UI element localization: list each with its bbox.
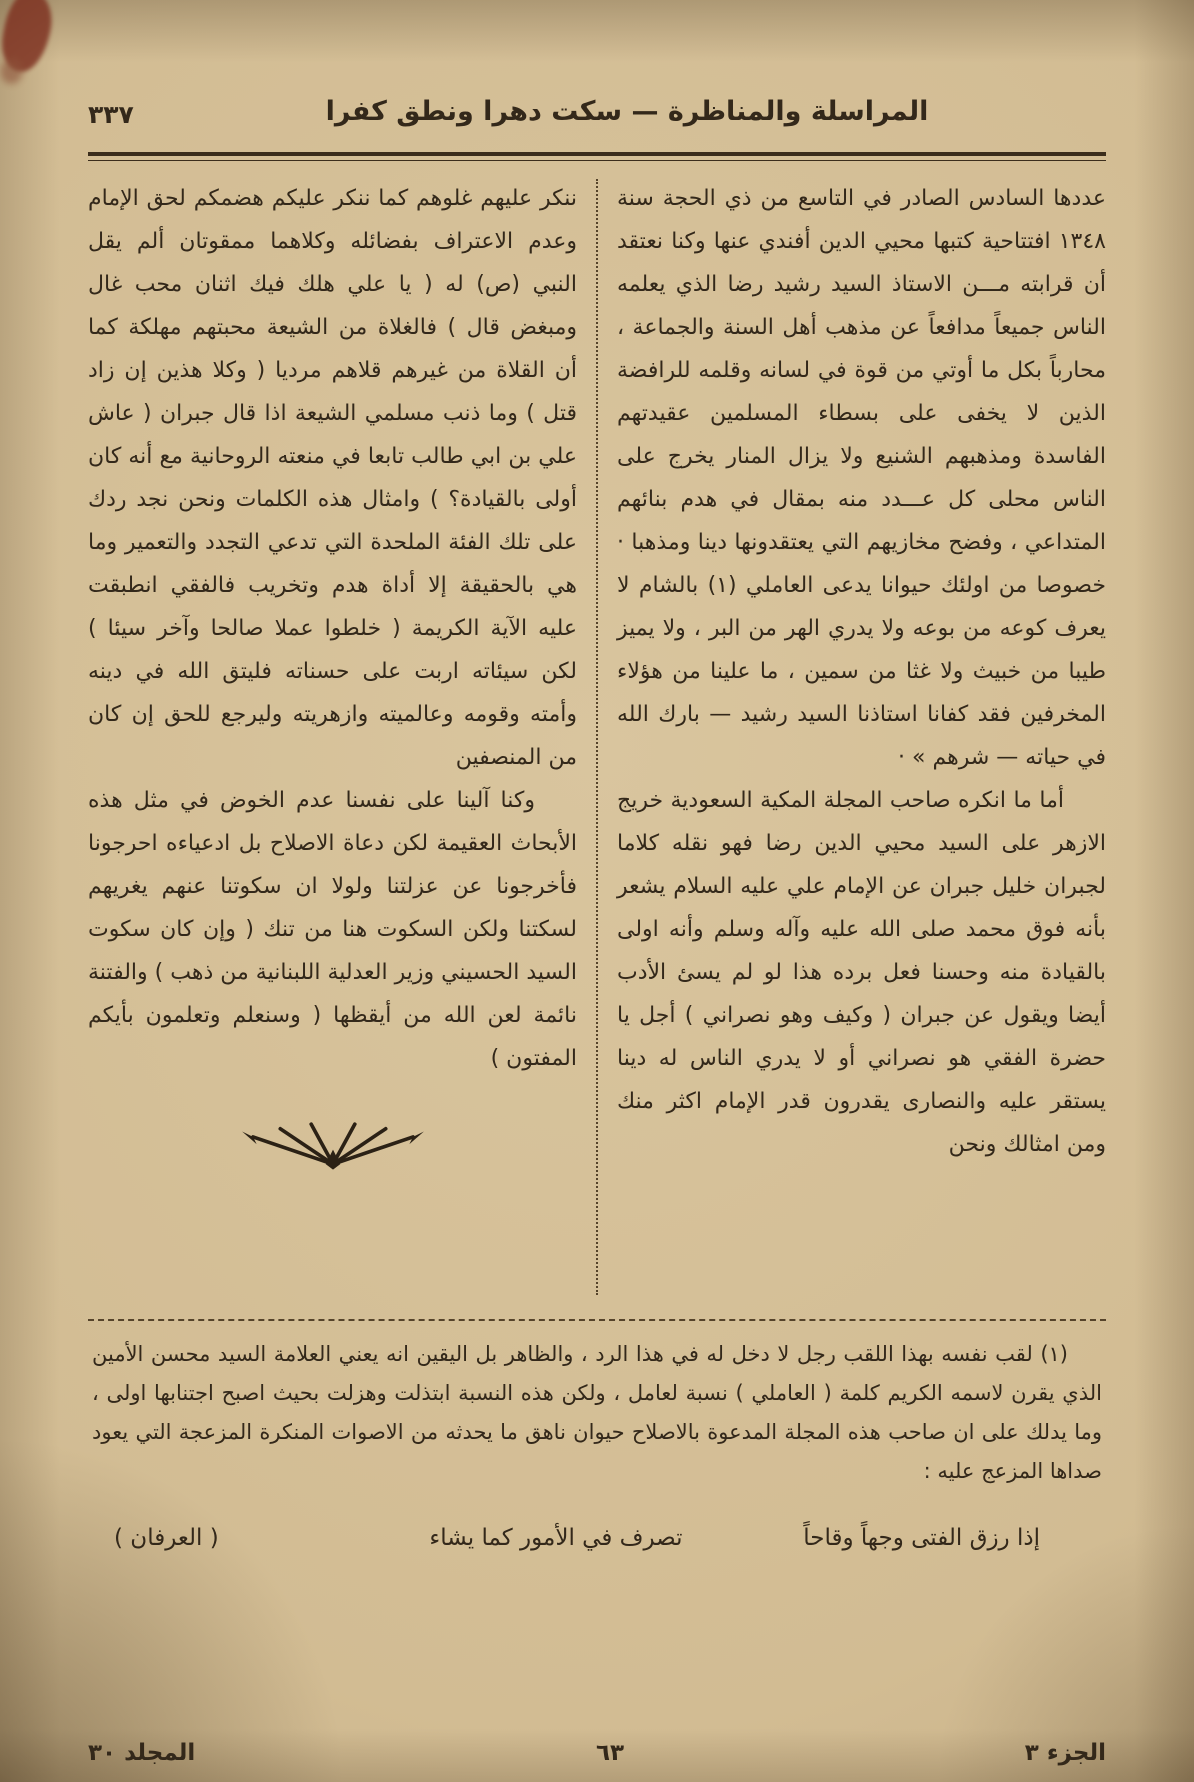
footer-part-number: الجزء ٣ <box>1024 1740 1106 1766</box>
page-header <box>88 96 1106 146</box>
paragraph: وكنا آلينا على نفسنا عدم الخوض في مثل هذه الأبحاث العقيمة لكن دعاة الاصلاح بل ادعياءه احرجونا فأخرجونا عن عزلتنا ولولا ان سكوتنا عنهم يغريهم لسكتنا ولكن السكوت هنا من تنك ( وإن كان سكوت السيد الحسيني وزير العدلية اللبنانية من ذهب ) والفتنة نائمة لعن الله من أيقظها ( وسنعلم وتعلمون بأيكم المفتون ) <box>88 788 577 1071</box>
paragraph: ننكر عليهم غلوهم كما ننكر عليكم هضمكم لحق الإمام وعدم الاعتراف بفضائله وكلاهما ممقوتان ألم يقل النبي (ص) له ( يا علي هلك فيك اثنان محب غال ومبغض قال ) فالغلاة من الشيعة محبتهم مهلكة كما أن القلاة من غيرهم قلاهم مرديا ( وكلا هذين إن زاد قتل ) وما ذنب مسلمي الشيعة اذا قال جبران ( عاش علي بن ابي طالب تابعا في منعته الروحانية مع أنه كان أولى بالقيادة؟ ) وامثال هذه الكلمات ونحن نجد ردك على تلك الفئة الملحدة التي تدعي التجدد والتعمير وما هي بالحقيقة إلا أداة هدم وتخريب فالفقي انطبقت عليه الآية الكريمة ( خلطوا عملا صالحا وآخر سيئا ) لكن سيئاته اربت على حسناته فليتق الله في دينه وأمته وقومه وعالميته وازهريته وليرجع للحق إن كان من المنصفين <box>88 186 577 770</box>
paragraph: عددها السادس الصادر في التاسع من ذي الحجة سنة ١٣٤٨ افتتاحية كتبها محيي الدين أفندي عنها وكنا نعتقد أن قرابته مـــن الاستاذ السيد رشيد رضا الذي يعلمه الناس جميعاً مدافعاً عن مذهب أهل السنة والجماعة ، محارباً بكل ما أوتي من قوة في لسانه وقلمه للرافضة الذين لا يخفى على بسطاء المسلمين عقيدتهم الفاسدة ومذهبهم الشنيع ولا يزال المنار يخرج على الناس محلى كل عـــدد منه بمقال في هدم بنائهم المتداعي ، وفضح مخازيهم التي يعتقدونها دينا ومذهبا · خصوصا من اولئك حيوانا يدعى العاملي (١) بالشام لا يعرف كوعه من بوعه ولا يدري الهر من البر ، ولا يميز طيبا من خبيث ولا غثا من سمين ، ما علينا من هؤلاء المخرفين فقد كفانا استاذنا السيد رشيد — بارك الله في حياته — شرهم » · <box>617 186 1106 770</box>
verse-hemistich-1: إذا رزق الفتى وجهاً وقاحاً <box>803 1525 1040 1551</box>
text-columns <box>88 177 1106 1295</box>
verse-attribution: ( العرفان ) <box>114 1525 219 1551</box>
divider-fleuron-icon <box>88 1122 577 1170</box>
column-right <box>617 177 1106 1295</box>
ink-stain <box>0 0 57 75</box>
footer-page-number: ٦٣ <box>596 1740 625 1766</box>
footnote: (١) لقب نفسه بهذا اللقب رجل لا دخل له في هذا الرد ، والظاهر بل اليقين انه يعني العلامة السيد محسن الأمين الذي يقرن لاسمه الكريم كلمة ( العاملي ) نسبة لعامل ، ولكن هذه النسبة ابتذلت وهزلت بحيث اصبح اجتنابها اولى ، وما يدلك على ان صاحب هذه المجلة المدعوة بالاصلاح حيوان ناهق ما يحدثه من الاصوات المنكرة المزعجة التي يعود صداها المزعج عليه : <box>92 1342 1102 1483</box>
page-number: ٣٣٧ <box>88 100 134 129</box>
page-footer <box>88 1740 1106 1766</box>
verse-hemistich-2: تصرف في الأمور كما يشاء <box>429 1525 683 1551</box>
footnote-separator <box>88 1319 1106 1321</box>
verse-line <box>88 1525 1106 1551</box>
paragraph: أما ما انكره صاحب المجلة المكية السعودية خريج الازهر على السيد محيي الدين رضا فهو نقله كلاما لجبران خليل جبران عن الإمام علي عليه السلام يشعر بأنه فوق محمد صلى الله عليه وآله وسلم وأنه اولى بالقيادة منه وحسنا فعل برده هذا لو لم يسئ الأدب أيضا ويقول عن جبران ( وكيف وهو نصراني ) أجل يا حضرة الفقي هو نصراني أو لا يدري الناس له دينا يستقر عليه والنصارى يقدرون قدر الإمام اكثر منك ومن امثالك ونحن <box>617 788 1106 1157</box>
header-rule <box>88 152 1106 161</box>
column-left <box>88 177 577 1295</box>
page-content <box>88 96 1106 1551</box>
footer-volume-number: المجلد ٣٠ <box>88 1740 196 1766</box>
column-divider <box>596 179 598 1295</box>
section-title: المراسلة والمناظرة — سكت دهرا ونطق كفرا <box>325 96 929 127</box>
